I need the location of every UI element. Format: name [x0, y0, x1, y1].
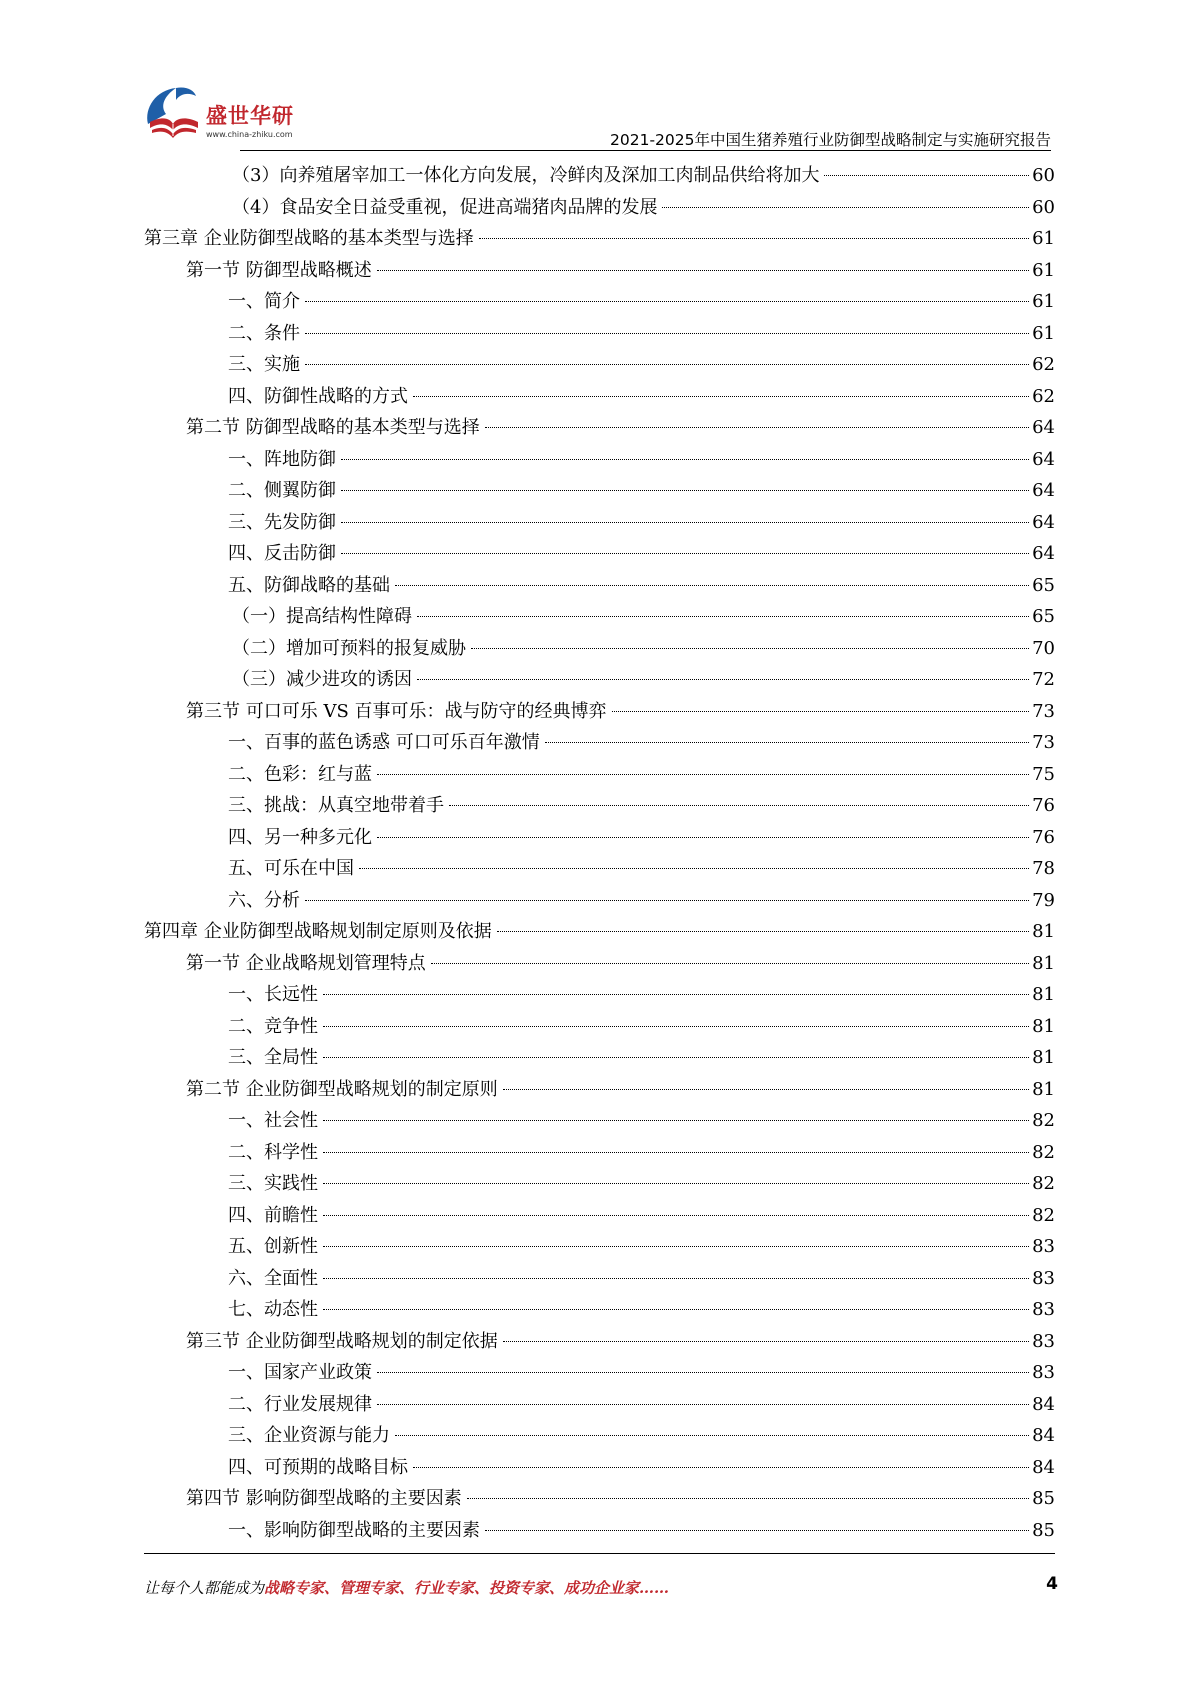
- toc-entry[interactable]: [144, 570, 1055, 602]
- toc-entry-page: 64: [1032, 475, 1055, 507]
- toc-leader-dots: [377, 837, 1029, 838]
- toc-leader-dots: [341, 522, 1029, 523]
- toc-entry-title: 四、反击防御: [228, 538, 338, 570]
- toc-entry[interactable]: [144, 1515, 1055, 1547]
- toc-entry-title: 四、可预期的战略目标: [228, 1452, 410, 1484]
- toc-entry-page: 64: [1032, 412, 1055, 444]
- toc-entry-page: 81: [1032, 948, 1055, 980]
- toc-entry-title: 一、阵地防御: [228, 444, 338, 476]
- toc-entry-page: 79: [1032, 885, 1055, 917]
- toc-entry[interactable]: [144, 1452, 1055, 1484]
- toc-entry[interactable]: [144, 255, 1055, 287]
- toc-entry-page: 60: [1032, 192, 1055, 224]
- toc-entry-title: 六、全面性: [228, 1263, 320, 1295]
- toc-entry-title: 一、百事的蓝色诱惑 可口可乐百年激情: [228, 727, 542, 759]
- toc-leader-dots: [377, 270, 1029, 271]
- brand-name: 盛世华研: [206, 104, 294, 128]
- toc-entry[interactable]: [144, 1263, 1055, 1295]
- toc-leader-dots: [305, 364, 1029, 365]
- toc-leader-dots: [323, 1309, 1029, 1310]
- slogan-highlight: 战略专家、管理专家、行业专家、投资专家、成功企业家……: [264, 1579, 670, 1597]
- toc-entry[interactable]: [144, 759, 1055, 791]
- toc-leader-dots: [341, 553, 1029, 554]
- toc-entry-page: 76: [1032, 822, 1055, 854]
- toc-entry-title: 第三章 企业防御型战略的基本类型与选择: [144, 223, 476, 255]
- toc-entry-title: 第四节 影响防御型战略的主要因素: [186, 1483, 464, 1515]
- toc-entry-title: 三、企业资源与能力: [228, 1420, 392, 1452]
- toc-entry[interactable]: [144, 916, 1055, 948]
- toc-leader-dots: [485, 1530, 1029, 1531]
- toc-entry-page: 64: [1032, 444, 1055, 476]
- toc-entry[interactable]: [144, 412, 1055, 444]
- toc-entry[interactable]: [144, 1200, 1055, 1232]
- report-title: 2021-2025年中国生猪养殖行业防御型战略制定与实施研究报告: [610, 131, 1051, 149]
- toc-entry-title: 一、影响防御型战略的主要因素: [228, 1515, 482, 1547]
- toc-leader-dots: [431, 963, 1029, 964]
- toc-entry-page: 65: [1032, 570, 1055, 602]
- toc-entry-page: 60: [1032, 160, 1055, 192]
- toc-leader-dots: [503, 1341, 1029, 1342]
- toc-entry-title: 二、色彩：红与蓝: [228, 759, 374, 791]
- toc-leader-dots: [323, 1120, 1029, 1121]
- toc-entry[interactable]: [144, 790, 1055, 822]
- toc-leader-dots: [323, 1278, 1029, 1279]
- toc-entry-title: 一、国家产业政策: [228, 1357, 374, 1389]
- toc-entry[interactable]: [144, 507, 1055, 539]
- toc-entry-page: 81: [1032, 1074, 1055, 1106]
- toc-entry-title: 四、另一种多元化: [228, 822, 374, 854]
- logo-book-icon: [140, 80, 206, 142]
- toc-entry-title: 七、动态性: [228, 1294, 320, 1326]
- toc-entry[interactable]: [144, 475, 1055, 507]
- toc-entry-title: 三、全局性: [228, 1042, 320, 1074]
- toc-entry-title: （二）增加可预料的报复威胁: [232, 633, 468, 665]
- toc-entry-page: 85: [1032, 1483, 1055, 1515]
- toc-entry-page: 84: [1032, 1389, 1055, 1421]
- toc-leader-dots: [341, 490, 1029, 491]
- toc-entry-page: 78: [1032, 853, 1055, 885]
- toc-entry[interactable]: [144, 1042, 1055, 1074]
- toc-entry-title: 五、防御战略的基础: [228, 570, 392, 602]
- toc-entry-title: （3）向养殖屠宰加工一体化方向发展，冷鲜肉及深加工肉制品供给将加大: [232, 160, 821, 192]
- toc-entry[interactable]: [144, 822, 1055, 854]
- toc-leader-dots: [323, 1215, 1029, 1216]
- toc-entry[interactable]: [144, 318, 1055, 350]
- toc-entry-title: 一、简介: [228, 286, 302, 318]
- toc-entry-page: 81: [1032, 1011, 1055, 1043]
- toc-entry[interactable]: [144, 601, 1055, 633]
- toc-leader-dots: [824, 175, 1029, 176]
- toc-leader-dots: [497, 931, 1029, 932]
- toc-entry[interactable]: [144, 1483, 1055, 1515]
- toc-entry[interactable]: [144, 979, 1055, 1011]
- toc-leader-dots: [305, 333, 1029, 334]
- toc-entry-page: 64: [1032, 538, 1055, 570]
- company-logo: [140, 80, 310, 152]
- toc-entry-page: 83: [1032, 1357, 1055, 1389]
- toc-entry-page: 64: [1032, 507, 1055, 539]
- toc-leader-dots: [305, 900, 1029, 901]
- toc-leader-dots: [359, 868, 1029, 869]
- toc-leader-dots: [417, 679, 1029, 680]
- toc-entry[interactable]: [144, 633, 1055, 665]
- toc-entry-title: 第三节 可口可乐 VS 百事可乐：战与防守的经典博弈: [186, 696, 609, 728]
- footer-divider: [144, 1553, 1055, 1554]
- toc-entry[interactable]: [144, 853, 1055, 885]
- toc-entry-title: （三）减少进攻的诱因: [232, 664, 414, 696]
- toc-entry-title: 三、先发防御: [228, 507, 338, 539]
- toc-entry-page: 61: [1032, 255, 1055, 287]
- toc-entry[interactable]: [144, 538, 1055, 570]
- toc-entry[interactable]: [144, 1011, 1055, 1043]
- toc-leader-dots: [612, 711, 1030, 712]
- toc-leader-dots: [413, 1467, 1029, 1468]
- toc-entry-title: 三、实施: [228, 349, 302, 381]
- toc-leader-dots: [323, 1183, 1029, 1184]
- toc-entry-page: 76: [1032, 790, 1055, 822]
- toc-entry[interactable]: [144, 160, 1055, 192]
- toc-leader-dots: [377, 1404, 1029, 1405]
- page-number: 4: [1046, 1574, 1058, 1594]
- toc-entry[interactable]: [144, 885, 1055, 917]
- header-divider: [240, 150, 1051, 151]
- toc-entry-title: 三、挑战：从真空地带着手: [228, 790, 446, 822]
- toc-leader-dots: [323, 1152, 1029, 1153]
- toc-entry-title: 四、前瞻性: [228, 1200, 320, 1232]
- toc-entry-page: 75: [1032, 759, 1055, 791]
- toc-entry-title: 第一节 企业战略规划管理特点: [186, 948, 428, 980]
- toc-entry[interactable]: [144, 1326, 1055, 1358]
- toc-entry-page: 81: [1032, 916, 1055, 948]
- toc-entry[interactable]: [144, 223, 1055, 255]
- toc-leader-dots: [479, 238, 1029, 239]
- toc-entry-page: 61: [1032, 286, 1055, 318]
- toc-entry[interactable]: [144, 1231, 1055, 1263]
- toc-entry[interactable]: [144, 727, 1055, 759]
- toc-entry[interactable]: [144, 381, 1055, 413]
- toc-entry-page: 82: [1032, 1105, 1055, 1137]
- toc-leader-dots: [395, 1435, 1029, 1436]
- toc-leader-dots: [503, 1089, 1029, 1090]
- toc-entry-title: 三、实践性: [228, 1168, 320, 1200]
- toc-entry-title: 第二节 防御型战略的基本类型与选择: [186, 412, 482, 444]
- toc-entry-title: 一、长远性: [228, 979, 320, 1011]
- toc-entry-page: 73: [1032, 696, 1055, 728]
- toc-entry-page: 61: [1032, 318, 1055, 350]
- toc-entry-page: 62: [1032, 349, 1055, 381]
- toc-entry[interactable]: [144, 1074, 1055, 1106]
- toc-entry-page: 84: [1032, 1420, 1055, 1452]
- toc-entry-title: （一）提高结构性障碍: [232, 601, 414, 633]
- toc-entry-title: 第三节 企业防御型战略规划的制定依据: [186, 1326, 500, 1358]
- toc-leader-dots: [417, 616, 1029, 617]
- toc-entry[interactable]: [144, 948, 1055, 980]
- page-header: [140, 80, 1051, 170]
- toc-entry[interactable]: [144, 286, 1055, 318]
- toc-entry-title: 五、可乐在中国: [228, 853, 356, 885]
- toc-leader-dots: [377, 1372, 1029, 1373]
- toc-entry-page: 83: [1032, 1294, 1055, 1326]
- toc-entry-title: 二、行业发展规律: [228, 1389, 374, 1421]
- slogan-prefix: 让每个人都能成为: [144, 1579, 265, 1597]
- toc-entry-title: 二、竞争性: [228, 1011, 320, 1043]
- toc-entry-page: 70: [1032, 633, 1055, 665]
- toc-entry-title: 第一节 防御型战略概述: [186, 255, 374, 287]
- toc-entry[interactable]: [144, 1389, 1055, 1421]
- toc-entry[interactable]: [144, 444, 1055, 476]
- toc-entry-page: 81: [1032, 979, 1055, 1011]
- toc-entry-page: 72: [1032, 664, 1055, 696]
- toc-entry-page: 82: [1032, 1137, 1055, 1169]
- toc-entry[interactable]: [144, 192, 1055, 224]
- toc-entry-title: 六、分析: [228, 885, 302, 917]
- toc-leader-dots: [395, 585, 1029, 586]
- toc-entry-page: 82: [1032, 1200, 1055, 1232]
- toc-entry-title: 二、侧翼防御: [228, 475, 338, 507]
- toc-entry[interactable]: [144, 1105, 1055, 1137]
- footer-slogan: [144, 1577, 669, 1598]
- toc-entry-title: 四、防御性战略的方式: [228, 381, 410, 413]
- toc-entry[interactable]: [144, 1420, 1055, 1452]
- toc-entry-title: 二、科学性: [228, 1137, 320, 1169]
- toc-entry-page: 62: [1032, 381, 1055, 413]
- toc-entry[interactable]: [144, 349, 1055, 381]
- toc-entry-page: 65: [1032, 601, 1055, 633]
- toc-entry-page: 83: [1032, 1231, 1055, 1263]
- toc-entry-page: 83: [1032, 1326, 1055, 1358]
- toc-entry-page: 84: [1032, 1452, 1055, 1484]
- toc-leader-dots: [323, 994, 1029, 995]
- toc-entry[interactable]: [144, 1357, 1055, 1389]
- toc-entry-page: 85: [1032, 1515, 1055, 1547]
- toc-entry[interactable]: [144, 1294, 1055, 1326]
- toc-entry-title: 第二节 企业防御型战略规划的制定原则: [186, 1074, 500, 1106]
- toc-leader-dots: [467, 1498, 1029, 1499]
- toc-entry-page: 82: [1032, 1168, 1055, 1200]
- toc-leader-dots: [377, 774, 1029, 775]
- toc-leader-dots: [323, 1057, 1029, 1058]
- toc-leader-dots: [662, 207, 1029, 208]
- toc-leader-dots: [413, 396, 1029, 397]
- toc-entry-title: 五、创新性: [228, 1231, 320, 1263]
- table-of-contents: [144, 160, 1055, 1546]
- toc-leader-dots: [485, 427, 1029, 428]
- toc-entry-title: （4）食品安全日益受重视，促进高端猪肉品牌的发展: [232, 192, 659, 224]
- toc-entry[interactable]: [144, 1168, 1055, 1200]
- toc-entry-title: 二、条件: [228, 318, 302, 350]
- toc-leader-dots: [305, 301, 1029, 302]
- toc-leader-dots: [323, 1026, 1029, 1027]
- toc-entry-page: 81: [1032, 1042, 1055, 1074]
- toc-entry-page: 83: [1032, 1263, 1055, 1295]
- toc-leader-dots: [449, 805, 1029, 806]
- toc-entry[interactable]: [144, 696, 1055, 728]
- toc-entry[interactable]: [144, 664, 1055, 696]
- toc-leader-dots: [323, 1246, 1029, 1247]
- toc-entry-title: 一、社会性: [228, 1105, 320, 1137]
- toc-leader-dots: [545, 742, 1029, 743]
- brand-url: www.china-zhiku.com: [206, 130, 293, 139]
- toc-leader-dots: [471, 648, 1029, 649]
- toc-entry-title: 第四章 企业防御型战略规划制定原则及依据: [144, 916, 494, 948]
- toc-entry-page: 61: [1032, 223, 1055, 255]
- toc-entry[interactable]: [144, 1137, 1055, 1169]
- toc-leader-dots: [341, 459, 1029, 460]
- toc-entry-page: 73: [1032, 727, 1055, 759]
